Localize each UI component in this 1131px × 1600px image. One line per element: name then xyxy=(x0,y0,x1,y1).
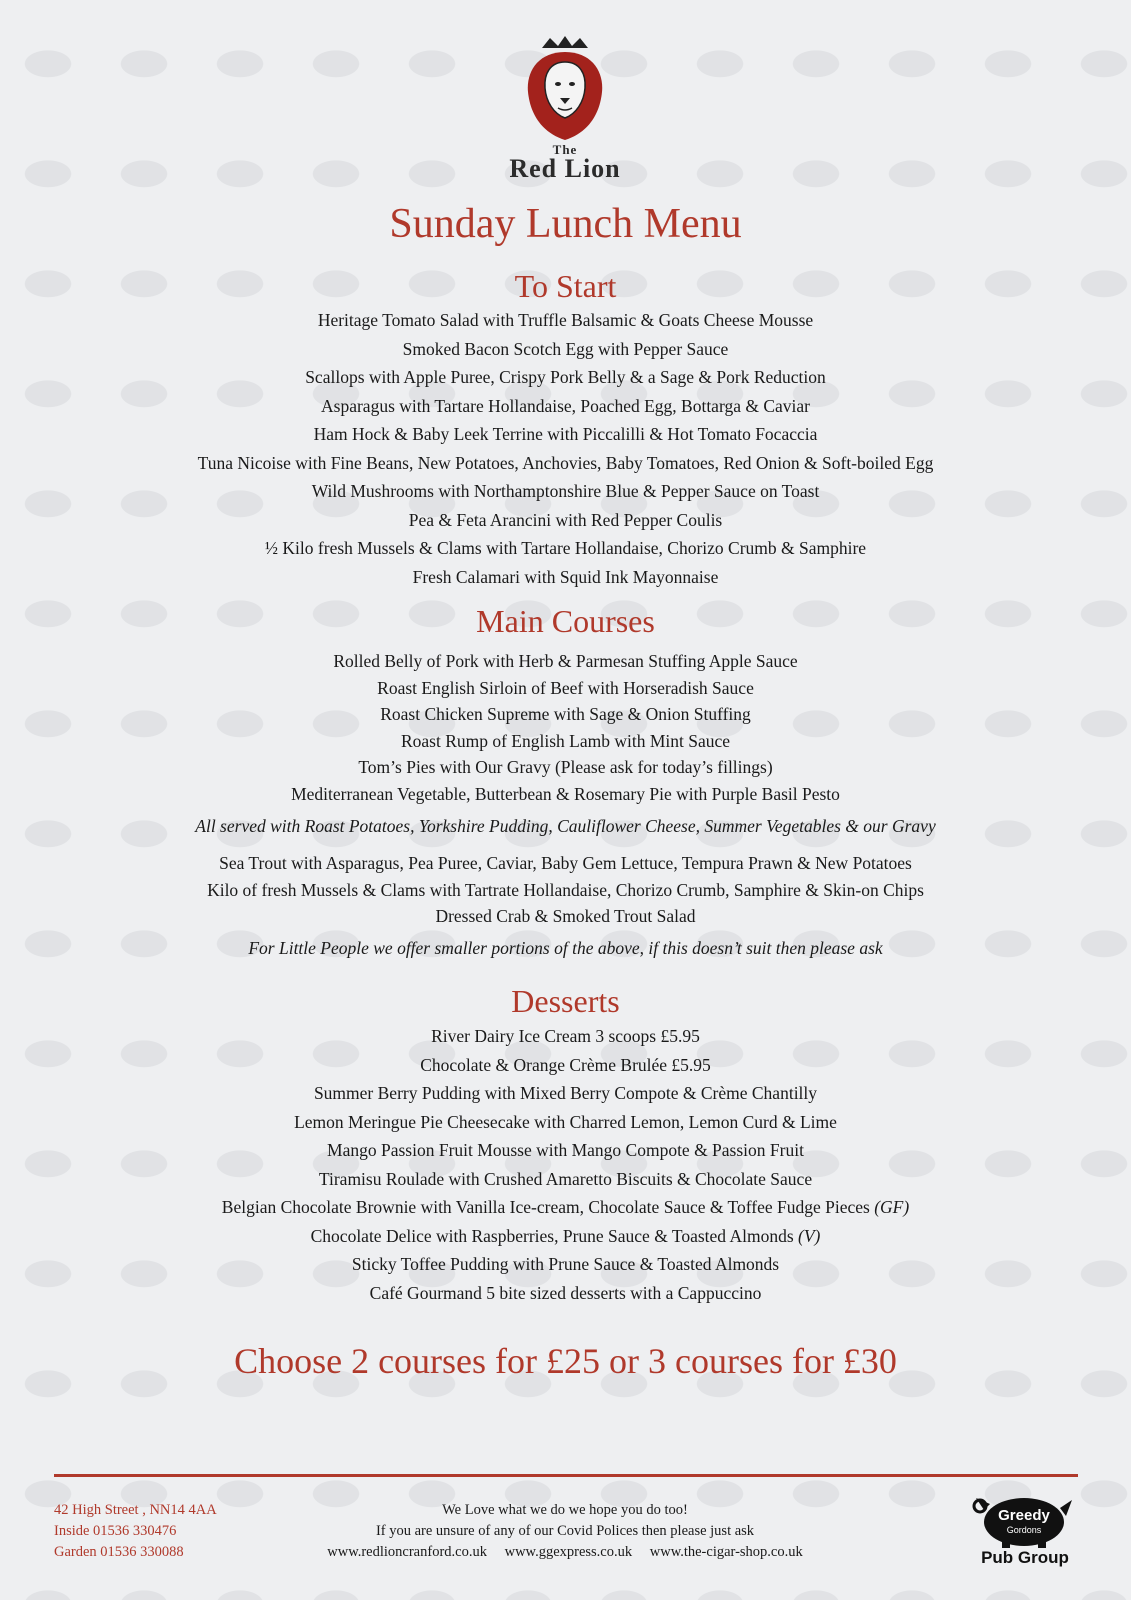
list-item: Tuna Nicoise with Fine Beans, New Potatoes, Anchovies, Baby Tomatoes, Red Onion & Soft-boiled Egg xyxy=(197,452,934,473)
list-item: Roast English Sirloin of Beef with Horseradish Sauce xyxy=(377,677,754,698)
logo-pub-group-text: Pub Group xyxy=(981,1548,1069,1567)
logo-the-text: The xyxy=(552,142,578,157)
footer-links xyxy=(260,1542,870,1563)
list-item: Ham Hock & Baby Leek Terrine with Piccalilli & Hot Tomato Focaccia xyxy=(313,424,818,444)
logo-greedy-text: Greedy xyxy=(998,1507,1050,1524)
list-item: Mango Passion Fruit Mousse with Mango Compote & Passion Fruit xyxy=(327,1140,804,1160)
list-item: Kilo of fresh Mussels & Clams with Tartrate Hollandaise, Chorizo Crumb, Samphire & Skin-on Chips xyxy=(207,879,924,900)
list-item: Sea Trout with Asparagus, Pea Puree, Caviar, Baby Gem Lettuce, Tempura Prawn & New Potatoes xyxy=(219,853,912,873)
list-item: Mediterranean Vegetable, Butterbean & Rosemary Pie with Purple Basil Pesto xyxy=(291,783,840,804)
red-lion-logo xyxy=(490,36,640,186)
list-item: Chocolate & Orange Crème Brulée £5.95 xyxy=(420,1054,711,1075)
list-item: Café Gourmand 5 bite sized desserts with a Cappuccino xyxy=(369,1282,762,1303)
vegetarian-tag: (V) xyxy=(798,1225,821,1246)
pig-icon xyxy=(972,1490,1078,1550)
mains-roasts-list xyxy=(0,648,1131,807)
phone-inside: Inside 01536 330476 xyxy=(54,1523,177,1539)
list-item: Tiramisu Roulade with Crushed Amaretto Biscuits & Chocolate Sauce xyxy=(318,1168,813,1189)
footer-message xyxy=(260,1500,870,1563)
list-item: Chocolate Delice with Raspberries, Prune Sauce & Toasted Almonds (V) xyxy=(310,1225,821,1246)
list-item: Sticky Toffee Pudding with Prune Sauce & Toasted Almonds xyxy=(351,1254,780,1274)
list-item: Belgian Chocolate Brownie with Vanilla Ice-cream, Chocolate Sauce & Toffee Fudge Pieces (GF) xyxy=(221,1197,910,1217)
link-cigar-shop[interactable]: www.the-cigar-shop.co.uk xyxy=(649,1544,803,1560)
list-item: Asparagus with Tartare Hollandaise, Poached Egg, Bottarga & Caviar xyxy=(321,395,810,416)
logo-gordons-text: Gordons xyxy=(1006,1525,1042,1535)
list-item: Lemon Meringue Pie Cheesecake with Charred Lemon, Lemon Curd & Lime xyxy=(294,1111,837,1132)
little-people-note: For Little People we offer smaller portions of the above, if this doesn’t suit then please ask xyxy=(248,938,883,958)
menu-title: Sunday Lunch Menu xyxy=(389,201,742,247)
list-item: Fresh Calamari with Squid Ink Mayonnaise xyxy=(412,566,719,587)
greedy-gordons-logo xyxy=(972,1490,1078,1570)
list-item: Pea & Feta Arancini with Red Pepper Coulis xyxy=(408,509,723,530)
starters-heading: To Start xyxy=(514,268,617,304)
mains-other-list xyxy=(0,850,1131,930)
list-item: Summer Berry Pudding with Mixed Berry Compote & Crème Chantilly xyxy=(313,1083,818,1103)
logo-name-text: Red Lion xyxy=(509,154,621,183)
list-item: Roast Chicken Supreme with Sage & Onion Stuffing xyxy=(380,704,751,724)
link-redlion[interactable]: www.redlioncranford.co.uk xyxy=(327,1544,487,1560)
link-ggexpress[interactable]: www.ggexpress.co.uk xyxy=(504,1544,633,1560)
footer-contact xyxy=(54,1500,217,1563)
desserts-list xyxy=(0,1022,1131,1307)
price-offer: Choose 2 courses for £25 or 3 courses for £30 xyxy=(234,1341,897,1381)
footer-covid: If you are unsure of any of our Covid Polices then please just ask xyxy=(375,1523,755,1539)
starters-list xyxy=(0,306,1131,591)
list-item: Tom’s Pies with Our Gravy (Please ask for today’s fillings) xyxy=(358,757,773,777)
phone-garden: Garden 01536 330088 xyxy=(54,1544,184,1560)
list-item: ½ Kilo fresh Mussels & Clams with Tartare Hollandaise, Chorizo Crumb & Samphire xyxy=(264,538,867,558)
list-item: Scallops with Apple Puree, Crispy Pork Belly & a Sage & Pork Reduction xyxy=(305,367,826,387)
address: 42 High Street , NN14 4AA xyxy=(54,1502,217,1518)
lion-head-icon xyxy=(520,36,610,146)
footer-love: We Love what we do we hope you do too! xyxy=(442,1502,688,1518)
list-item: Wild Mushrooms with Northamptonshire Blue & Pepper Sauce on Toast xyxy=(311,481,820,501)
gluten-free-tag: (GF) xyxy=(874,1197,910,1217)
list-item: Roast Rump of English Lamb with Mint Sauce xyxy=(400,730,731,751)
list-item: Dressed Crab & Smoked Trout Salad xyxy=(435,906,696,926)
list-item: Rolled Belly of Pork with Herb & Parmesan Stuffing Apple Sauce xyxy=(333,651,798,671)
mains-heading: Main Courses xyxy=(476,603,655,639)
desserts-heading: Desserts xyxy=(511,983,620,1019)
served-with-note: All served with Roast Potatoes, Yorkshire Pudding, Cauliflower Cheese, Summer Vegetables & our Gravy xyxy=(195,816,936,836)
footer-divider xyxy=(54,1474,1078,1477)
list-item: Heritage Tomato Salad with Truffle Balsamic & Goats Cheese Mousse xyxy=(317,310,814,330)
list-item: River Dairy Ice Cream 3 scoops £5.95 xyxy=(431,1026,700,1046)
list-item: Smoked Bacon Scotch Egg with Pepper Sauce xyxy=(402,338,729,359)
